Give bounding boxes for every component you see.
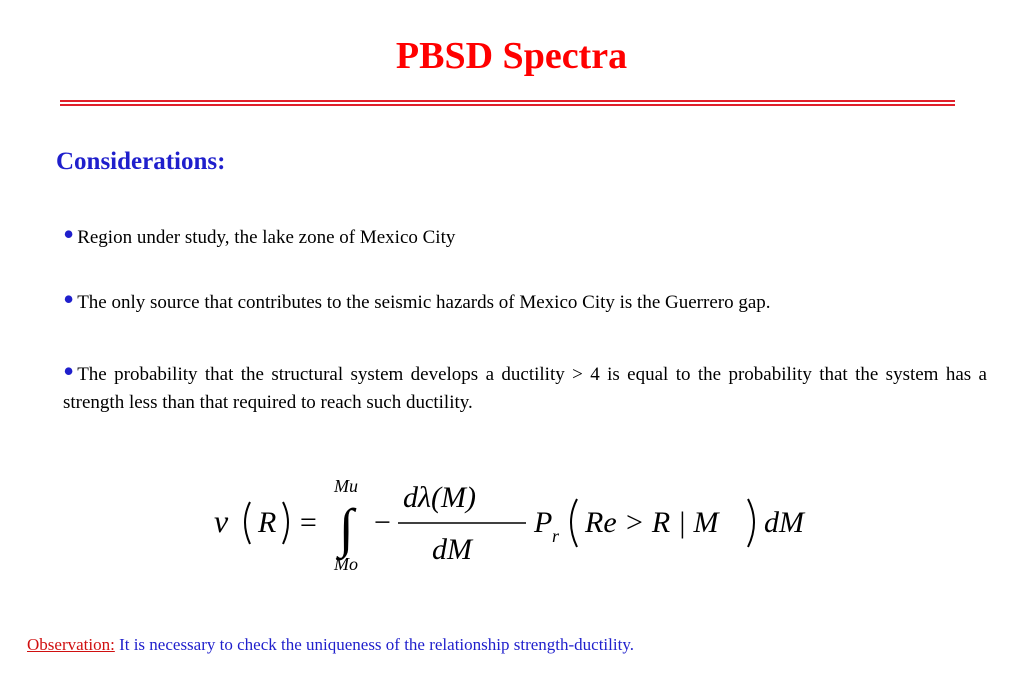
bullet-dot-icon: •: [63, 281, 75, 317]
eq-big-paren-left: [571, 499, 577, 547]
bullet-item: [63, 353, 987, 417]
observation-label: Observation:: [27, 635, 115, 654]
bullet-item: [63, 216, 987, 252]
eq-paren-left: [245, 502, 250, 544]
eq-paren-right: [283, 502, 288, 544]
eq-equals: =: [298, 506, 319, 539]
title-divider-bottom: [60, 104, 955, 106]
eq-denominator: dM: [432, 533, 472, 566]
eq-minus: −: [372, 506, 393, 539]
bullet-dot-icon: •: [63, 353, 75, 389]
bullet-text: The probability that the structural system develops a ductility > 4 is equal to the probability that the system has a strength less than that required to reach such ductility.: [63, 364, 987, 413]
eq-condition: Re > R | M: [585, 506, 719, 539]
slide-title: PBSD Spectra: [395, 35, 628, 77]
eq-upper-limit: Mu: [334, 476, 358, 496]
bullet-dot-icon: •: [63, 216, 75, 252]
hazard-equation: [200, 468, 840, 583]
bullet-text: Region under study, the lake zone of Mexico City: [77, 227, 456, 248]
title-divider-top: [60, 100, 955, 102]
observation-note: [27, 633, 634, 657]
eq-nu: ν: [214, 503, 229, 539]
eq-P-subscript: r: [552, 526, 560, 546]
eq-big-paren-right: [748, 499, 754, 547]
eq-P: P: [534, 506, 553, 539]
bullet-text: The only source that contributes to the seismic hazards of Mexico City is the Guerrero gap.: [77, 292, 771, 313]
eq-numerator: dλ(M): [403, 481, 476, 514]
considerations-heading: Considerations:: [56, 148, 226, 175]
eq-R: R: [258, 506, 277, 539]
observation-text: It is necessary to check the uniqueness of the relationship strength-ductility.: [114, 635, 634, 654]
eq-integral: ∫: [339, 498, 354, 558]
bullet-item: [63, 281, 987, 317]
eq-lower-limit: Mo: [334, 554, 358, 574]
eq-differential: dM: [764, 506, 804, 539]
